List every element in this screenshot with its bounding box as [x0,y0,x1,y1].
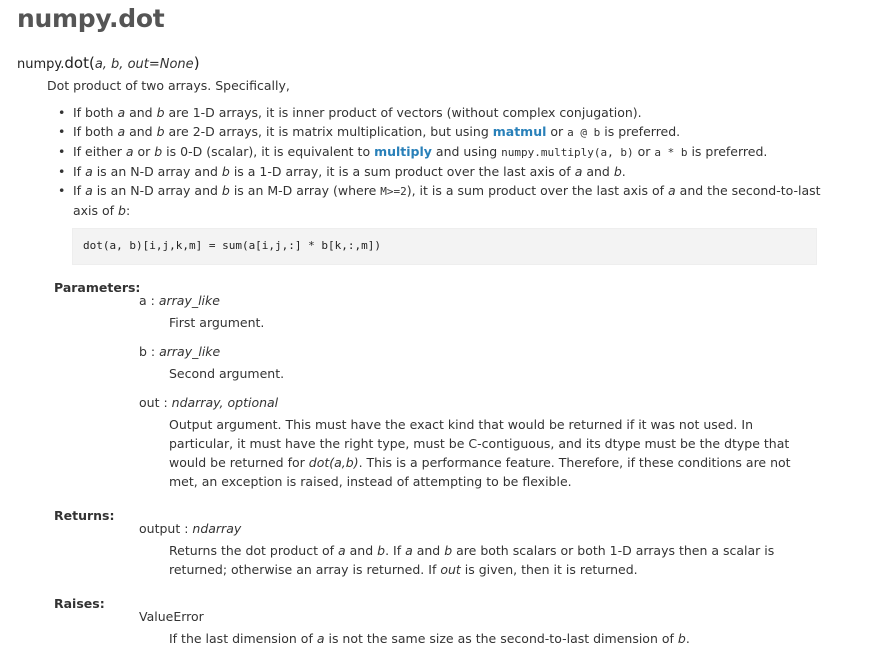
param-ref: a [85,164,93,179]
text: Output argument. This must have the exact kind that would be returned if it was not used. In particular, it must have the right type, must be C-contiguous, and its dtype must be the dtype that would be returned for [169,417,790,470]
param-ref: out [440,562,461,577]
text: and [412,543,445,558]
text: are both scalars or both 1-D arrays then a scalar is returned; otherwise an array is returned. If [169,543,775,577]
text: If [73,164,86,179]
text: and [582,164,614,179]
list-item [55,122,835,142]
inline-code: numpy.multiply(a, b) [501,146,634,159]
summary-text: Dot product of two arrays. Specifically, [47,78,290,93]
text: ), it is a sum product over the last axis of [406,183,669,198]
text: is an N-D array and [92,164,222,179]
text: . [685,631,690,646]
param-ref: dot(a,b) [308,455,359,470]
text: is preferred. [687,144,768,159]
param-ref: b [221,164,230,179]
param-description: Second argument. [169,366,285,381]
param-ref: a [117,124,126,139]
param-type: array_like [158,293,220,308]
param-ref: a [85,183,93,198]
inline-code: a * b [654,146,688,159]
param-ref: a [337,543,346,558]
param-description: First argument. [169,315,265,330]
text: is an M-D array (where [229,183,381,198]
param-a [139,293,220,308]
param-ref: a [668,183,676,198]
param-ref: b [377,543,386,558]
text: and [125,105,157,120]
text: Returns the dot product of [169,543,338,558]
list-item [55,162,835,181]
param-ref: a [125,144,134,159]
return-name: output [139,521,181,536]
text: If either [73,144,126,159]
param-ref: a [117,105,126,120]
signature-open-paren: ( [88,54,95,72]
inline-code: a @ b [567,126,601,139]
param-out [139,395,278,410]
list-item [55,181,835,220]
return-output [139,521,241,536]
text: and [125,124,157,139]
raise-description [169,629,814,648]
text: and the second-to-last axis of [73,183,821,218]
multiply-link[interactable]: multiply [374,144,432,159]
raises-label: Raises: [54,596,105,611]
param-type: ndarray, optional [171,395,279,410]
param-separator: : [159,395,172,410]
param-b [139,344,220,359]
return-separator: : [180,521,193,536]
matmul-link[interactable]: matmul [492,124,547,139]
param-ref: b [221,183,230,198]
text: If both [73,105,118,120]
param-name: b [139,344,147,359]
function-signature [17,54,200,72]
text: is 0-D (scalar), it is equivalent to [162,144,375,159]
parameters-label: Parameters: [54,280,141,295]
text: . If [385,543,406,558]
param-separator: : [146,344,160,359]
param-ref: b [156,124,165,139]
param-type: array_like [159,344,221,359]
param-ref: a [316,631,325,646]
text: and [345,543,378,558]
text: or [546,124,568,139]
text: If both [73,124,118,139]
text: is a 1-D array, it is a sum product over the last axis of [229,164,575,179]
signature-params: a, b, out=None [94,57,194,72]
param-ref: b [154,144,163,159]
text: and using [431,144,502,159]
param-ref: b [677,631,686,646]
text: : [125,203,131,218]
code-block: dot(a, b)[i,j,k,m] = sum(a[i,j,:] * b[k,:,m]) [72,228,817,265]
return-type: ndarray [192,521,242,536]
text: are 2-D arrays, it is matrix multiplication, but using [164,124,493,139]
signature-name: dot [64,54,89,72]
raise-valueerror: ValueError [139,609,204,624]
param-name: out [139,395,160,410]
text: is preferred. [600,124,681,139]
text: If [73,183,86,198]
param-ref: b [118,203,126,218]
text: is not the same size as the second-to-last dimension of [324,631,678,646]
text: is given, then it is returned. [460,562,638,577]
cases-list [55,103,835,220]
returns-label: Returns: [54,508,115,523]
text: . This is a performance feature. Therefore, if these conditions are not met, an exception is raised, instead of attempting to be flexible. [169,455,791,489]
param-ref: b [444,543,453,558]
list-item [55,142,835,162]
param-ref: a [405,543,413,558]
text: or [633,144,655,159]
text: is an N-D array and [92,183,222,198]
text: are 1-D arrays, it is inner product of vectors (without complex conjugation). [164,105,642,120]
signature-prefix: numpy. [17,57,65,72]
param-ref: a [574,164,583,179]
param-ref: b [156,105,165,120]
param-ref: b [613,164,622,179]
param-name: a [139,293,147,308]
return-description [169,541,814,579]
text: . [621,164,626,179]
page-title: numpy.dot [17,4,165,33]
param-separator: : [146,293,159,308]
text: or [133,144,155,159]
signature-close-paren: ) [193,54,200,72]
param-description [169,415,814,491]
list-item [55,103,835,122]
inline-code: M>=2 [380,185,407,198]
text: If the last dimension of [169,631,317,646]
